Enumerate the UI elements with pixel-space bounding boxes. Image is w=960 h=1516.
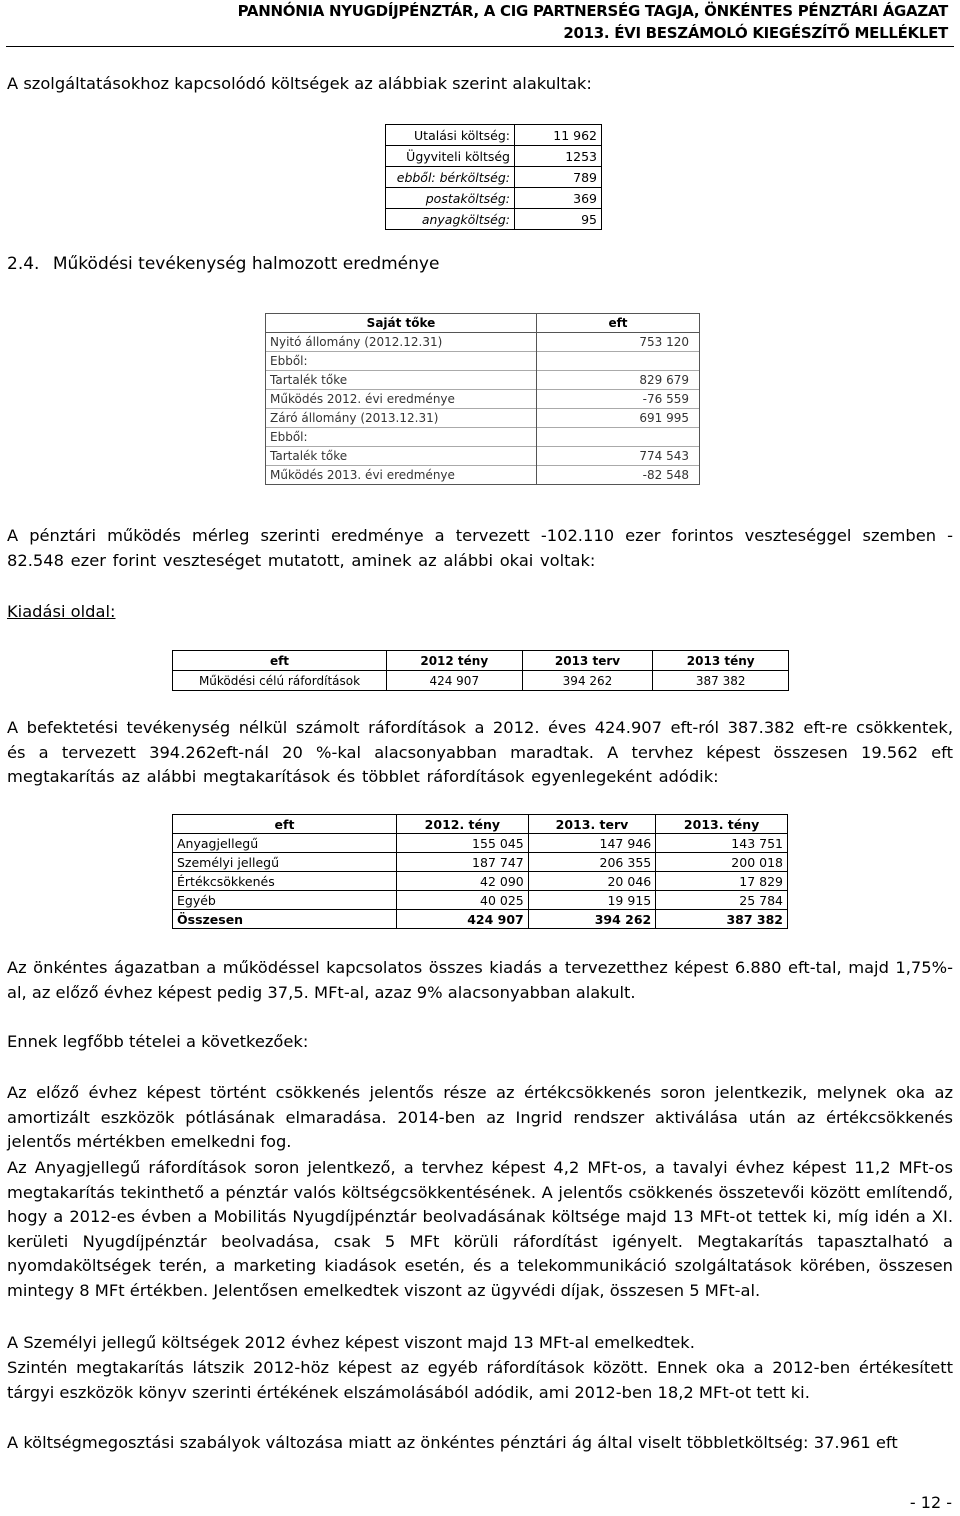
header-title: PANNÓNIA NYUGDÍJPÉNZTÁR, A CIG PARTNERSÉG TAGJA, ÖNKÉNTES PÉNZTÁRI ÁGAZAT — [237, 2, 948, 20]
column-header: eft — [537, 314, 700, 333]
cost-value: 11 962 — [515, 125, 602, 146]
row-value: -76 559 — [537, 390, 700, 409]
column-header: eft — [173, 815, 397, 834]
paragraph-expenses: A befektetési tevékenység nélkül számolt ráfordítások a 2012. éves 424.907 eft-ról 387.382 eft-re csökkentek, és a tervezett 394.262eft-nál 20 %-kal alacsonyabban maradtak. A tervhez képest összesen 19.562 eft megtakarítás az alábbi megtakarítások és többlet ráfordítások egyenlegeként adódik: — [7, 718, 953, 787]
table-row — [266, 390, 700, 409]
table-header-row — [173, 815, 788, 834]
table-row — [266, 371, 700, 390]
row-label: Működés 2013. évi eredménye — [266, 466, 537, 485]
row-label: Nyitó állomány (2012.12.31) — [266, 333, 537, 352]
paragraph-personnel: A Személyi jellegű költségek 2012 évhez képest viszont majd 13 MFt-al emelkedtek. — [7, 1333, 695, 1352]
header-subtitle: 2013. ÉVI BESZÁMOLÓ KIEGÉSZÍTŐ MELLÉKLET — [563, 24, 948, 42]
table-row — [266, 428, 700, 447]
table-row — [386, 167, 602, 188]
page-number: - 12 - — [909, 1493, 952, 1512]
expense-breakdown-table — [172, 814, 788, 929]
paragraph-material: Az Anyagjellegű ráfordítások soron jelentkező, a tervhez képest 4,2 MFt-os, a tavalyi évhez képest 11,2 MFt-os megtakarítás tekinthető a pénztár valós költségcsökkentésének. A jelentős csökkenés összetevői között említendő, hogy a 2012-es évben a Mobilitás Nyugdíjpénztár beolvadásának költsége majd 13 MFt-ot tettek ki, míg idén a XI. kerületi Nyugdíjpénztár beolvadása, csak 5 MFt körüli ráfordítást igényelt. Megtakarítás tapasztalható a nyomdaköltségek terén, a marketing kiadások esetén, és a telekommunikáció szolgáltatások körében, összesen mintegy 8 MFt értékben. Jelentősen emelkedtek viszont az ügyvédi díjak, összesen 5 MFt-al. — [7, 1158, 953, 1300]
header-rule — [6, 46, 954, 47]
table-row — [173, 853, 788, 872]
row-label: Tartalék tőke — [266, 447, 537, 466]
column-header: 2013 terv — [522, 651, 653, 671]
column-header: 2012 tény — [387, 651, 523, 671]
cost-label: Ügyviteli költség — [386, 146, 515, 167]
cell-value: 187 747 — [397, 853, 529, 872]
cost-value: 1253 — [515, 146, 602, 167]
table-row — [266, 333, 700, 352]
cell-value: 17 829 — [656, 872, 788, 891]
table-header-row — [173, 651, 789, 671]
row-value: 774 543 — [537, 447, 700, 466]
row-label: Anyagjellegű — [173, 834, 397, 853]
row-label: Tartalék tőke — [266, 371, 537, 390]
cost-label: anyagköltség: — [386, 209, 515, 230]
cell-value: 206 355 — [528, 853, 655, 872]
cost-value: 789 — [515, 167, 602, 188]
row-label: Záró állomány (2013.12.31) — [266, 409, 537, 428]
table-total-row — [173, 910, 788, 929]
row-label: Ebből: — [266, 352, 537, 371]
cell-value: 424 907 — [387, 671, 523, 691]
table-header-row — [266, 314, 700, 333]
cell-value: 25 784 — [656, 891, 788, 910]
cost-value: 369 — [515, 188, 602, 209]
paragraph-items-intro: Ennek legfőbb tételei a következőek: — [7, 1032, 309, 1051]
row-value — [537, 428, 700, 447]
table-row — [386, 209, 602, 230]
cost-value: 95 — [515, 209, 602, 230]
intro-text: A szolgáltatásokhoz kapcsolódó költségek az alábbiak szerint alakultak: — [7, 74, 592, 93]
cell-value: 42 090 — [397, 872, 529, 891]
equity-table — [265, 313, 700, 485]
row-label: Egyéb — [173, 891, 397, 910]
cost-label: ebből: bérköltség: — [386, 167, 515, 188]
table-row — [386, 146, 602, 167]
table-row — [173, 891, 788, 910]
table-row — [173, 671, 789, 691]
table-row — [266, 447, 700, 466]
budget-table — [172, 650, 789, 691]
cost-label: Utalási költség: — [386, 125, 515, 146]
paragraph-total: Az önkéntes ágazatban a működéssel kapcsolatos összes kiadás a tervezetthez képest 6.880 eft-tal, majd 1,75%-al, az előző évhez képest pedig 37,5. MFt-al, azaz 9% alacsonyabban alakult. — [7, 958, 953, 1002]
expenses-label: Kiadási oldal: — [7, 602, 116, 621]
table-row — [266, 466, 700, 485]
paragraph-depreciation: Az előző évhez képest történt csökkenés jelentős része az értékcsökkenés soron jelentkezik, melynek oka az amortizált eszközök pótlásának elmaradása. 2014-ben az Ingrid rendszer aktiválása után az értékcsökkenés jelentős mértékben emelkedni fog. — [7, 1083, 953, 1152]
row-value: 829 679 — [537, 371, 700, 390]
cell-value: 147 946 — [528, 834, 655, 853]
row-label: Értékcsökkenés — [173, 872, 397, 891]
section-number: 2.4. — [7, 254, 40, 274]
column-header: 2013. tény — [656, 815, 788, 834]
column-header: 2012. tény — [397, 815, 529, 834]
cell-value: 200 018 — [656, 853, 788, 872]
row-label: Működési célú ráfordítások — [173, 671, 387, 691]
cell-value: 394 262 — [528, 910, 655, 929]
table-row — [173, 872, 788, 891]
row-value: 753 120 — [537, 333, 700, 352]
cell-value: 155 045 — [397, 834, 529, 853]
expenses-heading — [7, 600, 953, 625]
table-row — [386, 125, 602, 146]
cell-value: 20 046 — [528, 872, 655, 891]
row-label: Ebből: — [266, 428, 537, 447]
cell-value: 424 907 — [397, 910, 529, 929]
row-label: Működés 2012. évi eredménye — [266, 390, 537, 409]
paragraph-other: Szintén megtakarítás látszik 2012-höz képest az egyéb ráfordítások között. Ennek oka a 2012-ben értékesített tárgyi eszközök könyv szerinti értékének elszámolásából adódik, ami 2012-ben 18,2 MFt-ot tett ki. — [7, 1358, 953, 1402]
paragraph-cost-sharing: A költségmegosztási szabályok változása miatt az önkéntes pénztári ág által viselt többletköltség: 37.961 eft — [7, 1433, 898, 1452]
column-header: eft — [173, 651, 387, 671]
cell-value: 394 262 — [522, 671, 653, 691]
cell-value: 387 382 — [653, 671, 789, 691]
row-value: -82 548 — [537, 466, 700, 485]
column-header: 2013 tény — [653, 651, 789, 671]
row-label: Személyi jellegű — [173, 853, 397, 872]
cell-value: 19 915 — [528, 891, 655, 910]
table-row — [266, 409, 700, 428]
cell-value: 387 382 — [656, 910, 788, 929]
section-title: Működési tevékenység halmozott eredménye — [52, 254, 440, 274]
cell-value: 40 025 — [397, 891, 529, 910]
table-row — [266, 352, 700, 371]
paragraph-result: A pénztári működés mérleg szerinti eredménye a tervezett -102.110 ezer forintos veszteséggel szemben - 82.548 ezer forint veszteséget mutatott, aminek az alábbi okai voltak: — [7, 526, 953, 570]
column-header: 2013. terv — [528, 815, 655, 834]
row-value — [537, 352, 700, 371]
cell-value: 143 751 — [656, 834, 788, 853]
column-header: Saját tőke — [266, 314, 537, 333]
section-heading — [7, 252, 953, 277]
cost-label: postaköltség: — [386, 188, 515, 209]
table-row — [386, 188, 602, 209]
service-costs-table — [385, 124, 602, 230]
row-label: Összesen — [173, 910, 397, 929]
row-value: 691 995 — [537, 409, 700, 428]
table-row — [173, 834, 788, 853]
